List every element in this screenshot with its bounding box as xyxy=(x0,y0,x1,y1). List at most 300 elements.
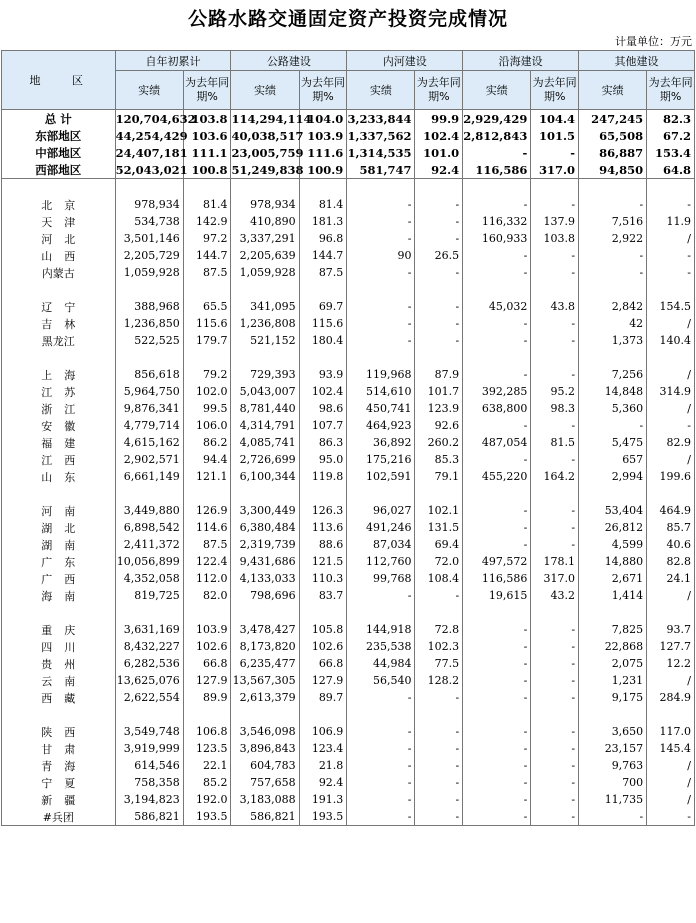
value-cell: - xyxy=(463,247,531,264)
table-row xyxy=(2,366,695,383)
pct-cell: 104.0 xyxy=(299,110,347,128)
value-cell: 388,968 xyxy=(115,298,183,315)
value-cell: - xyxy=(347,196,415,213)
pct-cell: 193.5 xyxy=(299,808,347,826)
group-header: 公路建设 xyxy=(231,51,347,71)
pct-cell: - xyxy=(647,264,695,281)
region-name: 山东 xyxy=(2,468,116,485)
spacer-cell xyxy=(115,179,183,197)
pct-cell: 127.7 xyxy=(647,638,695,655)
table-row xyxy=(2,332,695,349)
value-cell: 1,059,928 xyxy=(115,264,183,281)
spacer-cell xyxy=(347,706,415,723)
pct-cell: 111.1 xyxy=(183,144,231,161)
spacer-row xyxy=(2,179,695,197)
table-row xyxy=(2,315,695,332)
pct-cell: 82.9 xyxy=(647,434,695,451)
value-cell: 14,848 xyxy=(579,383,647,400)
pct-cell: - xyxy=(531,536,579,553)
pct-cell: - xyxy=(415,213,463,230)
table-row xyxy=(2,213,695,230)
pct-cell: 193.5 xyxy=(183,808,231,826)
table-row xyxy=(2,757,695,774)
pct-cell: 82.8 xyxy=(647,553,695,570)
value-cell: 341,095 xyxy=(231,298,299,315)
pct-cell: - xyxy=(531,451,579,468)
value-cell: 638,800 xyxy=(463,400,531,417)
value-cell: 410,890 xyxy=(231,213,299,230)
value-cell: 798,696 xyxy=(231,587,299,604)
pct-cell: 81.5 xyxy=(531,434,579,451)
region-name: 重庆 xyxy=(2,621,116,638)
value-cell: 1,373 xyxy=(579,332,647,349)
value-cell: 8,432,227 xyxy=(115,638,183,655)
value-cell: 44,254,429 xyxy=(115,128,188,143)
value-cell: 116,586 xyxy=(463,570,531,587)
spacer-row xyxy=(2,281,695,298)
value-cell: - xyxy=(463,451,531,468)
value-cell: - xyxy=(463,502,531,519)
pct-cell: 107.7 xyxy=(299,417,347,434)
pct-cell: 22.1 xyxy=(183,757,231,774)
pct-cell: / xyxy=(647,791,695,808)
pct-cell: / xyxy=(647,757,695,774)
value-cell: 2,671 xyxy=(579,570,647,587)
pct-cell: - xyxy=(531,621,579,638)
region-name: 辽宁 xyxy=(2,298,116,315)
value-cell: 491,246 xyxy=(347,519,415,536)
value-cell: 14,880 xyxy=(579,553,647,570)
pct-cell: 94.4 xyxy=(183,451,231,468)
pct-cell: 79.2 xyxy=(183,366,231,383)
value-cell: 3,546,098 xyxy=(231,723,299,740)
pct-cell: 96.8 xyxy=(299,230,347,247)
value-cell: 5,360 xyxy=(579,400,647,417)
pct-cell: 317.0 xyxy=(531,161,579,179)
value-cell: 392,285 xyxy=(463,383,531,400)
value-cell: - xyxy=(463,757,531,774)
pct-cell: 79.1 xyxy=(415,468,463,485)
value-cell: 614,546 xyxy=(115,757,183,774)
pct-cell: - xyxy=(531,723,579,740)
unit-label: 计量单位：万元 xyxy=(615,35,692,48)
pct-cell: 92.6 xyxy=(415,417,463,434)
pct-cell: - xyxy=(647,196,695,213)
value-cell: - xyxy=(347,298,415,315)
value-cell: - xyxy=(579,417,647,434)
value-cell: 13,567,305 xyxy=(231,672,299,689)
region-name: 广东 xyxy=(2,553,116,570)
pct-cell: - xyxy=(531,366,579,383)
pct-cell: 123.9 xyxy=(415,400,463,417)
value-cell: 8,781,440 xyxy=(231,400,299,417)
region-name: 中部地区 xyxy=(2,144,116,161)
summary-row xyxy=(2,144,695,161)
value-cell: 247,245 xyxy=(579,110,647,128)
value-cell: 2,994 xyxy=(579,468,647,485)
value-cell: 2,205,729 xyxy=(115,247,183,264)
value-subheader: 实绩 xyxy=(347,71,415,110)
pct-cell: 89.9 xyxy=(183,689,231,706)
value-cell: 978,934 xyxy=(115,196,183,213)
value-cell: 4,133,033 xyxy=(231,570,299,587)
table-row xyxy=(2,451,695,468)
spacer-cell xyxy=(231,485,299,502)
pct-cell: 89.7 xyxy=(299,689,347,706)
pct-subheader: 为去年同期% xyxy=(531,71,579,110)
spacer-cell xyxy=(347,349,415,366)
pct-cell: 106.8 xyxy=(183,723,231,740)
value-cell: 42 xyxy=(579,315,647,332)
value-cell: - xyxy=(347,791,415,808)
value-cell: - xyxy=(463,689,531,706)
pct-cell: 43.8 xyxy=(531,298,579,315)
value-cell: - xyxy=(347,230,415,247)
value-subheader: 实绩 xyxy=(231,71,299,110)
pct-cell: - xyxy=(531,655,579,672)
value-cell: - xyxy=(463,774,531,791)
value-cell: - xyxy=(463,723,531,740)
region-name: 福建 xyxy=(2,434,116,451)
pct-cell: 140.4 xyxy=(647,332,695,349)
value-cell: 9,763 xyxy=(579,757,647,774)
value-cell: 3,300,449 xyxy=(231,502,299,519)
pct-cell: 123.5 xyxy=(183,740,231,757)
pct-cell: 144.7 xyxy=(183,247,231,264)
value-cell: 4,779,714 xyxy=(115,417,183,434)
region-name: 陕西 xyxy=(2,723,116,740)
value-cell: 2,319,739 xyxy=(231,536,299,553)
value-cell: 44,984 xyxy=(347,655,415,672)
spacer-cell xyxy=(415,349,463,366)
value-cell: 26,812 xyxy=(579,519,647,536)
value-cell: 700 xyxy=(579,774,647,791)
value-cell: - xyxy=(347,757,415,774)
value-cell: 757,658 xyxy=(231,774,299,791)
spacer-cell xyxy=(231,349,299,366)
pct-cell: 69.4 xyxy=(415,536,463,553)
pct-cell: - xyxy=(415,298,463,315)
region-name: 贵州 xyxy=(2,655,116,672)
pct-cell: 26.5 xyxy=(415,247,463,264)
table-row xyxy=(2,791,695,808)
pct-cell: 101.7 xyxy=(415,383,463,400)
value-cell: 96,027 xyxy=(347,502,415,519)
table-row xyxy=(2,672,695,689)
pct-cell: 98.6 xyxy=(299,400,347,417)
region-name: 海南 xyxy=(2,587,116,604)
value-cell: - xyxy=(347,774,415,791)
pct-cell: 102.4 xyxy=(415,127,463,144)
pct-cell: - xyxy=(415,791,463,808)
pct-cell: - xyxy=(531,247,579,264)
pct-cell: 69.7 xyxy=(299,298,347,315)
pct-cell: 137.9 xyxy=(531,213,579,230)
spacer-cell xyxy=(415,281,463,298)
pct-cell: 64.8 xyxy=(647,161,695,179)
pct-cell: - xyxy=(531,740,579,757)
pct-cell: 88.6 xyxy=(299,536,347,553)
value-cell: 1,337,562 xyxy=(347,127,415,144)
region-name: 黑龙江 xyxy=(2,332,116,349)
pct-cell: 66.8 xyxy=(183,655,231,672)
spacer-cell xyxy=(415,485,463,502)
pct-cell: 164.2 xyxy=(531,468,579,485)
spacer-cell xyxy=(647,179,695,197)
pct-cell: 153.4 xyxy=(647,144,695,161)
value-cell: 534,738 xyxy=(115,213,183,230)
table-header xyxy=(2,51,695,110)
spacer-cell xyxy=(115,349,183,366)
pct-cell: - xyxy=(415,774,463,791)
spacer-cell xyxy=(115,604,183,621)
pct-cell: / xyxy=(647,451,695,468)
value-cell: 53,404 xyxy=(579,502,647,519)
table-row xyxy=(2,808,695,826)
pct-cell: - xyxy=(415,689,463,706)
group-header: 内河建设 xyxy=(347,51,463,71)
pct-cell: 106.0 xyxy=(183,417,231,434)
value-cell: 3,919,999 xyxy=(115,740,183,757)
spacer-cell xyxy=(231,281,299,298)
pct-cell: - xyxy=(531,144,579,161)
pct-cell: 117.0 xyxy=(647,723,695,740)
spacer-cell xyxy=(463,485,531,502)
value-cell: 2,075 xyxy=(579,655,647,672)
spacer-cell xyxy=(299,706,347,723)
investment-table xyxy=(1,50,695,826)
value-cell: 7,825 xyxy=(579,621,647,638)
pct-cell: 87.9 xyxy=(415,366,463,383)
value-cell: 1,414 xyxy=(579,587,647,604)
value-cell: - xyxy=(347,332,415,349)
spacer-cell xyxy=(183,281,231,298)
pct-cell: / xyxy=(647,315,695,332)
value-cell: 175,216 xyxy=(347,451,415,468)
region-name: 内蒙古 xyxy=(2,264,116,281)
value-cell: 114,294,114 xyxy=(231,111,312,126)
pct-cell: 123.4 xyxy=(299,740,347,757)
value-cell: 521,152 xyxy=(231,332,299,349)
value-cell: 1,314,535 xyxy=(347,144,415,161)
pct-cell: 100.8 xyxy=(183,161,231,179)
pct-cell: - xyxy=(531,672,579,689)
spacer-cell xyxy=(647,604,695,621)
pct-cell: 72.8 xyxy=(415,621,463,638)
pct-cell: 103.9 xyxy=(299,127,347,144)
value-subheader: 实绩 xyxy=(115,71,183,110)
pct-cell: 102.1 xyxy=(415,502,463,519)
pct-cell: 104.4 xyxy=(531,110,579,128)
value-cell: 10,056,899 xyxy=(115,553,183,570)
value-cell: - xyxy=(463,791,531,808)
value-cell: - xyxy=(579,264,647,281)
value-cell: 1,236,850 xyxy=(115,315,183,332)
value-cell: 4,599 xyxy=(579,536,647,553)
value-cell: - xyxy=(347,264,415,281)
spacer-row xyxy=(2,349,695,366)
pct-cell: 97.2 xyxy=(183,230,231,247)
value-cell: - xyxy=(463,519,531,536)
table-row xyxy=(2,434,695,451)
pct-cell: 131.5 xyxy=(415,519,463,536)
region-name: 北京 xyxy=(2,196,116,213)
pct-cell: - xyxy=(647,247,695,264)
spacer-cell xyxy=(183,485,231,502)
value-cell: 9,876,341 xyxy=(115,400,183,417)
pct-cell: 12.2 xyxy=(647,655,695,672)
value-cell: - xyxy=(347,740,415,757)
pct-cell: 67.2 xyxy=(647,127,695,144)
pct-cell: 191.3 xyxy=(299,791,347,808)
region-name: 西藏 xyxy=(2,689,116,706)
pct-cell: 99.5 xyxy=(183,400,231,417)
pct-cell: - xyxy=(531,689,579,706)
value-cell: 160,933 xyxy=(463,230,531,247)
region-name: 云南 xyxy=(2,672,116,689)
spacer-cell xyxy=(415,604,463,621)
value-cell: 9,431,686 xyxy=(231,553,299,570)
spacer-cell xyxy=(2,485,116,502)
value-cell: 102,591 xyxy=(347,468,415,485)
value-cell: 235,538 xyxy=(347,638,415,655)
spacer-cell xyxy=(531,706,579,723)
value-cell: 2,411,372 xyxy=(115,536,183,553)
pct-cell: - xyxy=(415,740,463,757)
pct-cell: 99.9 xyxy=(415,110,463,128)
pct-cell: 86.2 xyxy=(183,434,231,451)
value-cell: 119,968 xyxy=(347,366,415,383)
value-cell: 9,175 xyxy=(579,689,647,706)
table-row xyxy=(2,400,695,417)
table-row xyxy=(2,723,695,740)
pct-cell: 112.0 xyxy=(183,570,231,587)
spacer-cell xyxy=(231,179,299,197)
region-name: 吉林 xyxy=(2,315,116,332)
pct-cell: 181.3 xyxy=(299,213,347,230)
table-row xyxy=(2,417,695,434)
pct-cell: 102.6 xyxy=(299,638,347,655)
pct-cell: 111.6 xyxy=(299,144,347,161)
value-cell: 729,393 xyxy=(231,366,299,383)
value-cell: - xyxy=(347,689,415,706)
region-name: 安徽 xyxy=(2,417,116,434)
region-name: 西部地区 xyxy=(2,161,116,179)
value-cell: - xyxy=(463,638,531,655)
pct-cell: 102.6 xyxy=(183,638,231,655)
value-cell: 455,220 xyxy=(463,468,531,485)
value-cell: 7,516 xyxy=(579,213,647,230)
pct-cell: 126.3 xyxy=(299,502,347,519)
value-cell: 99,768 xyxy=(347,570,415,587)
table-body xyxy=(2,110,695,826)
value-cell: 6,100,344 xyxy=(231,468,299,485)
pct-cell: 108.4 xyxy=(415,570,463,587)
pct-subheader: 为去年同期% xyxy=(647,71,695,110)
pct-cell: 103.9 xyxy=(183,621,231,638)
value-cell: - xyxy=(463,672,531,689)
value-cell: 514,610 xyxy=(347,383,415,400)
value-cell: 6,661,149 xyxy=(115,468,183,485)
value-cell: 464,923 xyxy=(347,417,415,434)
spacer-cell xyxy=(299,604,347,621)
pct-cell: 72.0 xyxy=(415,553,463,570)
pct-cell: 113.6 xyxy=(299,519,347,536)
value-cell: 6,235,477 xyxy=(231,655,299,672)
pct-cell: 85.3 xyxy=(415,451,463,468)
pct-cell: 24.1 xyxy=(647,570,695,587)
spacer-row xyxy=(2,485,695,502)
table-row xyxy=(2,621,695,638)
pct-cell: 119.8 xyxy=(299,468,347,485)
pct-cell: 95.2 xyxy=(531,383,579,400)
pct-cell: 121.1 xyxy=(183,468,231,485)
spacer-cell xyxy=(415,179,463,197)
group-header: 其他建设 xyxy=(579,51,695,71)
table-row xyxy=(2,587,695,604)
value-cell: 2,613,379 xyxy=(231,689,299,706)
region-name: 总 计 xyxy=(2,110,116,128)
spacer-cell xyxy=(183,604,231,621)
pct-cell: 127.9 xyxy=(299,672,347,689)
value-cell: 3,896,843 xyxy=(231,740,299,757)
pct-cell: 83.7 xyxy=(299,587,347,604)
value-cell: 144,918 xyxy=(347,621,415,638)
value-cell: - xyxy=(463,740,531,757)
value-cell: 6,282,536 xyxy=(115,655,183,672)
value-cell: 3,183,088 xyxy=(231,791,299,808)
value-cell: 4,085,741 xyxy=(231,434,299,451)
value-cell: 856,618 xyxy=(115,366,183,383)
pct-cell: 87.5 xyxy=(183,264,231,281)
spacer-cell xyxy=(299,349,347,366)
value-cell: 819,725 xyxy=(115,587,183,604)
value-cell: 2,622,554 xyxy=(115,689,183,706)
region-name: 四川 xyxy=(2,638,116,655)
value-cell: 23,157 xyxy=(579,740,647,757)
pct-cell: 40.6 xyxy=(647,536,695,553)
value-cell: - xyxy=(463,366,531,383)
pct-cell: - xyxy=(531,315,579,332)
spacer-cell xyxy=(347,485,415,502)
pct-cell: 317.0 xyxy=(531,570,579,587)
spacer-cell xyxy=(579,706,647,723)
spacer-cell xyxy=(183,179,231,197)
spacer-cell xyxy=(183,706,231,723)
value-cell: - xyxy=(463,621,531,638)
pct-cell: 110.3 xyxy=(299,570,347,587)
pct-cell: 85.7 xyxy=(647,519,695,536)
value-cell: 51,249,838 xyxy=(231,162,304,177)
spacer-cell xyxy=(647,349,695,366)
value-subheader: 实绩 xyxy=(463,71,531,110)
value-cell: 2,929,429 xyxy=(463,110,531,128)
spacer-cell xyxy=(579,349,647,366)
spacer-row xyxy=(2,604,695,621)
spacer-cell xyxy=(647,706,695,723)
value-cell: - xyxy=(579,808,647,826)
pct-cell: 127.9 xyxy=(183,672,231,689)
pct-cell: - xyxy=(415,264,463,281)
value-cell: 116,586 xyxy=(463,161,531,179)
pct-cell: 154.5 xyxy=(647,298,695,315)
pct-cell: 102.0 xyxy=(183,383,231,400)
value-cell: - xyxy=(463,332,531,349)
value-cell: 978,934 xyxy=(231,196,299,213)
pct-cell: 86.3 xyxy=(299,434,347,451)
value-cell: - xyxy=(579,247,647,264)
value-cell: 3,337,291 xyxy=(231,230,299,247)
